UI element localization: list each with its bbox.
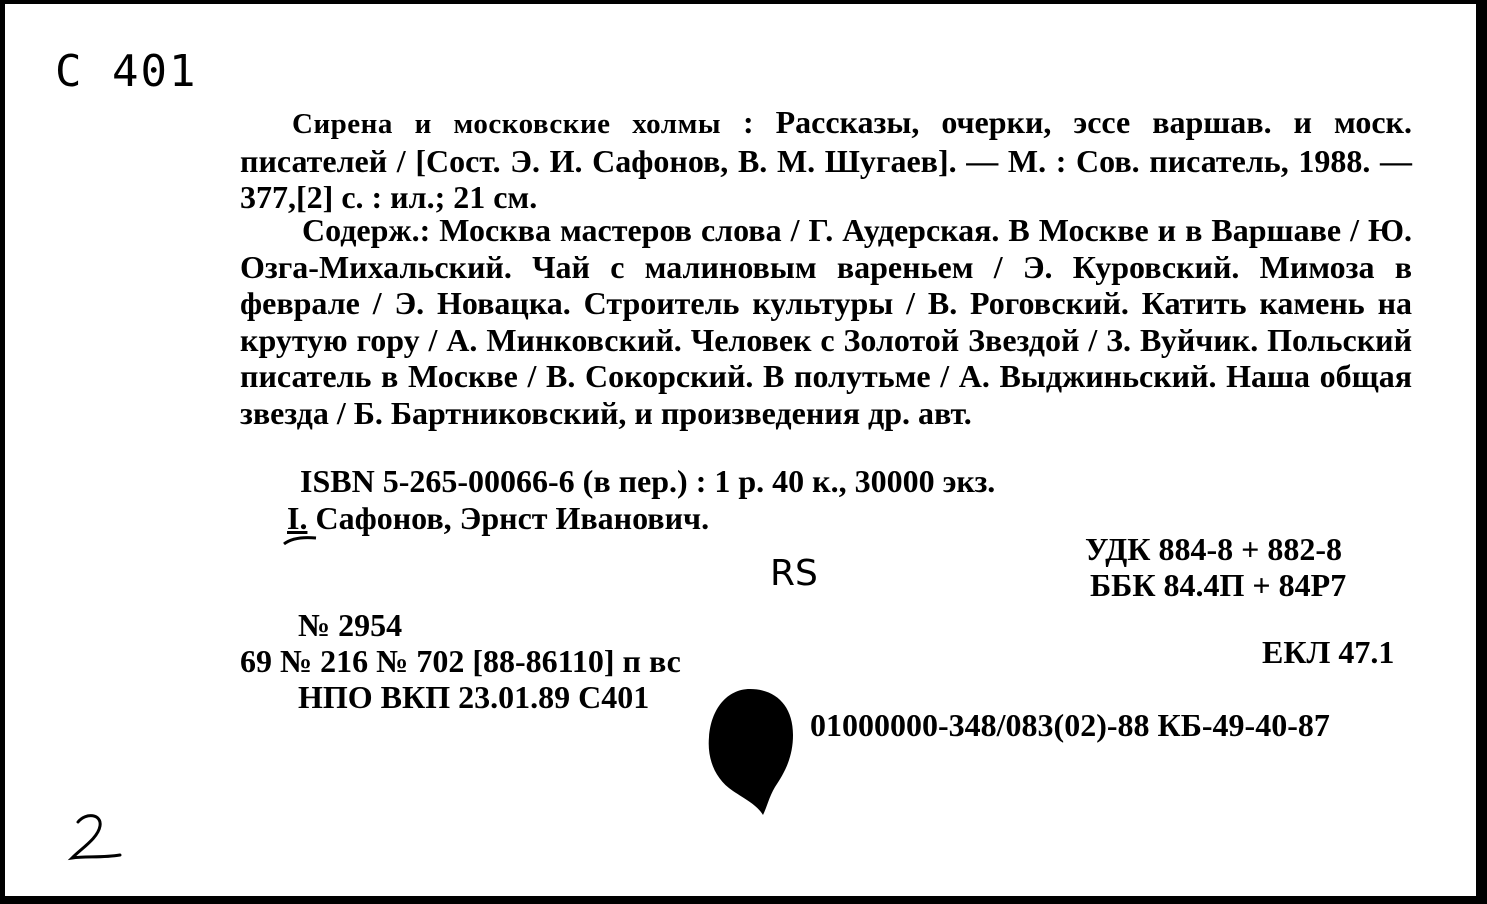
scan-border-right [1476, 0, 1487, 904]
description-text: : Рассказы, очерки, эссе варшав. и моск. писателей / [Сост. Э. И. Сафонов, В. М. Шугаев]. — М. : Сов. писатель, 1988. — 377,[2] с. : ил.; 21 см. [240, 104, 1412, 215]
bbk-line: ББК 84.4П + 84Р7 [1090, 567, 1347, 603]
scan-border-top [0, 0, 1487, 4]
contents-note: Содерж.: Москва мастеров слова / Г. Аудерская. В Москве и в Варшаве / Ю. Озга-Михальский. Чай с малиновым вареньем / Э. Куровский. Мимоза в феврале / Э. Новацка. Строитель культуры / В. Роговский. Катить камень на крутую гору / А. Минковский. Человек с Золотой Звездой / З. Вуйчик. Польский писатель в Москве / В. Сокорский. В полутьме / А. Выджиньский. Наша общая звезда / Б. Бартниковский, и произведения др. авт. [240, 212, 1412, 431]
card-number: № 2954 [298, 607, 403, 643]
isbn-line: ISBN 5-265-00066-6 (в пер.) : 1 р. 40 к., 30000 экз. [300, 463, 996, 499]
call-number: С 401 [55, 46, 198, 97]
added-entry [287, 500, 709, 537]
bibliographic-description [240, 104, 1412, 216]
handwritten-mark [60, 808, 130, 868]
book-title: Сирена и московские холмы [292, 108, 721, 140]
order-line: 69 № 216 № 702 [88-86110] п вс [240, 643, 681, 679]
punch-hole-blot [705, 687, 795, 817]
ekl-line: ЕКЛ 47.1 [1262, 634, 1395, 670]
scan-border-bottom [0, 896, 1487, 904]
scan-border-left [0, 0, 5, 904]
added-entry-name: Сафонов, Эрнст Иванович. [307, 500, 710, 536]
added-entry-number: I. [287, 500, 308, 536]
catalog-code: 01000000-348/083(02)-88 КБ-49-40-87 [810, 707, 1330, 743]
flourish-mark [280, 528, 320, 548]
npo-line: НПО ВКП 23.01.89 С401 [298, 679, 650, 715]
udk-line: УДК 884-8 + 882-8 [1085, 531, 1343, 567]
rs-mark: RS [770, 553, 818, 594]
